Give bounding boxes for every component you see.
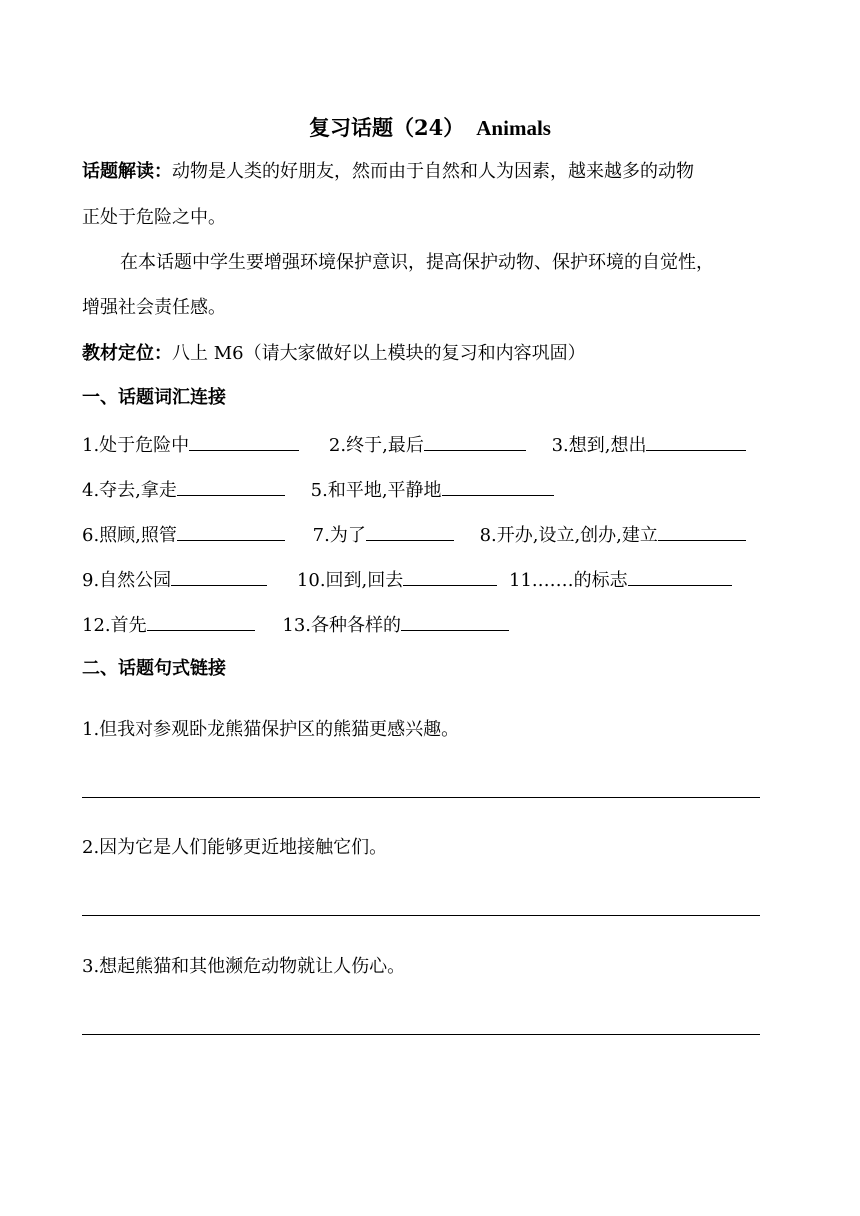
vocab-blank[interactable]	[403, 567, 497, 586]
vocab-blank[interactable]	[171, 567, 267, 586]
vocab-blank[interactable]	[424, 432, 526, 451]
vocab-blank[interactable]	[442, 477, 554, 496]
vocab-item: 2.终于,最后	[328, 435, 424, 456]
sentence-1: 1.但我对参观卧龙熊猫保护区的熊猫更感兴趣。	[82, 719, 460, 740]
vocab-blank[interactable]	[646, 432, 746, 451]
vocab-item: 11.……的标志	[509, 570, 628, 591]
vocab-item: 7.为了	[312, 525, 366, 546]
vocab-item: 4.夺去,拿走	[82, 480, 177, 501]
intro-text-1: 动物是人类的好朋友，然而由于自然和人为因素，越来越多的动物	[172, 161, 694, 182]
sentence-3: 3.想起熊猫和其他濒危动物就让人伤心。	[82, 956, 406, 977]
vocab-blank[interactable]	[658, 522, 746, 541]
textbook-label: 教材定位：	[82, 343, 172, 364]
vocab-row-4	[82, 567, 772, 594]
textbook-text: 八上 M6（请大家做好以上模块的复习和内容巩固）	[172, 343, 586, 364]
vocab-item: 9.自然公园	[82, 570, 172, 591]
sentence-2: 2.因为它是人们能够更近地接触它们。	[82, 837, 388, 858]
vocab-blank[interactable]	[189, 432, 299, 451]
vocab-row-5	[82, 612, 772, 639]
vocab-blank[interactable]	[177, 477, 285, 496]
intro-line-4	[82, 295, 772, 321]
vocab-row-1	[82, 432, 772, 459]
intro-text-4: 增强社会责任感。	[82, 297, 226, 318]
vocab-blank[interactable]	[628, 567, 732, 586]
page-title	[0, 114, 860, 142]
vocab-item: 13.各种各样的	[282, 615, 402, 636]
vocab-row-3	[82, 522, 772, 549]
vocab-blank[interactable]	[147, 612, 255, 631]
title-english: Animals	[476, 116, 551, 140]
vocab-item: 6.照顾,照管	[82, 525, 177, 546]
title-chinese: 复习话题（24）	[309, 115, 465, 140]
intro-text-3: 在本话题中学生要增强环境保护意识，提高保护动物、保护环境的自觉性，	[120, 252, 714, 273]
intro-line-1	[82, 159, 772, 185]
vocab-blank[interactable]	[401, 612, 509, 631]
vocab-item: 12.首先	[82, 615, 147, 636]
vocab-row-2	[82, 477, 772, 504]
answer-line-1[interactable]	[82, 797, 760, 798]
vocab-blank[interactable]	[366, 522, 454, 541]
answer-line-2[interactable]	[82, 915, 760, 916]
intro-label: 话题解读：	[82, 161, 172, 182]
intro-line-3	[120, 250, 810, 276]
intro-text-2: 正处于危险之中。	[82, 207, 226, 228]
vocab-item: 10.回到,回去	[296, 570, 404, 591]
textbook-position	[82, 341, 772, 367]
vocab-item: 1.处于危险中	[82, 435, 190, 456]
section2-heading: 二、话题句式链接	[82, 658, 226, 679]
intro-line-2	[82, 205, 772, 231]
vocab-item: 3.想到,想出	[551, 435, 647, 456]
answer-line-3[interactable]	[82, 1034, 760, 1035]
section1-heading: 一、话题词汇连接	[82, 387, 226, 408]
vocab-blank[interactable]	[177, 522, 285, 541]
vocab-item: 8.开办,设立,创办,建立	[479, 525, 658, 546]
vocab-item: 5.和平地,平静地	[310, 480, 442, 501]
